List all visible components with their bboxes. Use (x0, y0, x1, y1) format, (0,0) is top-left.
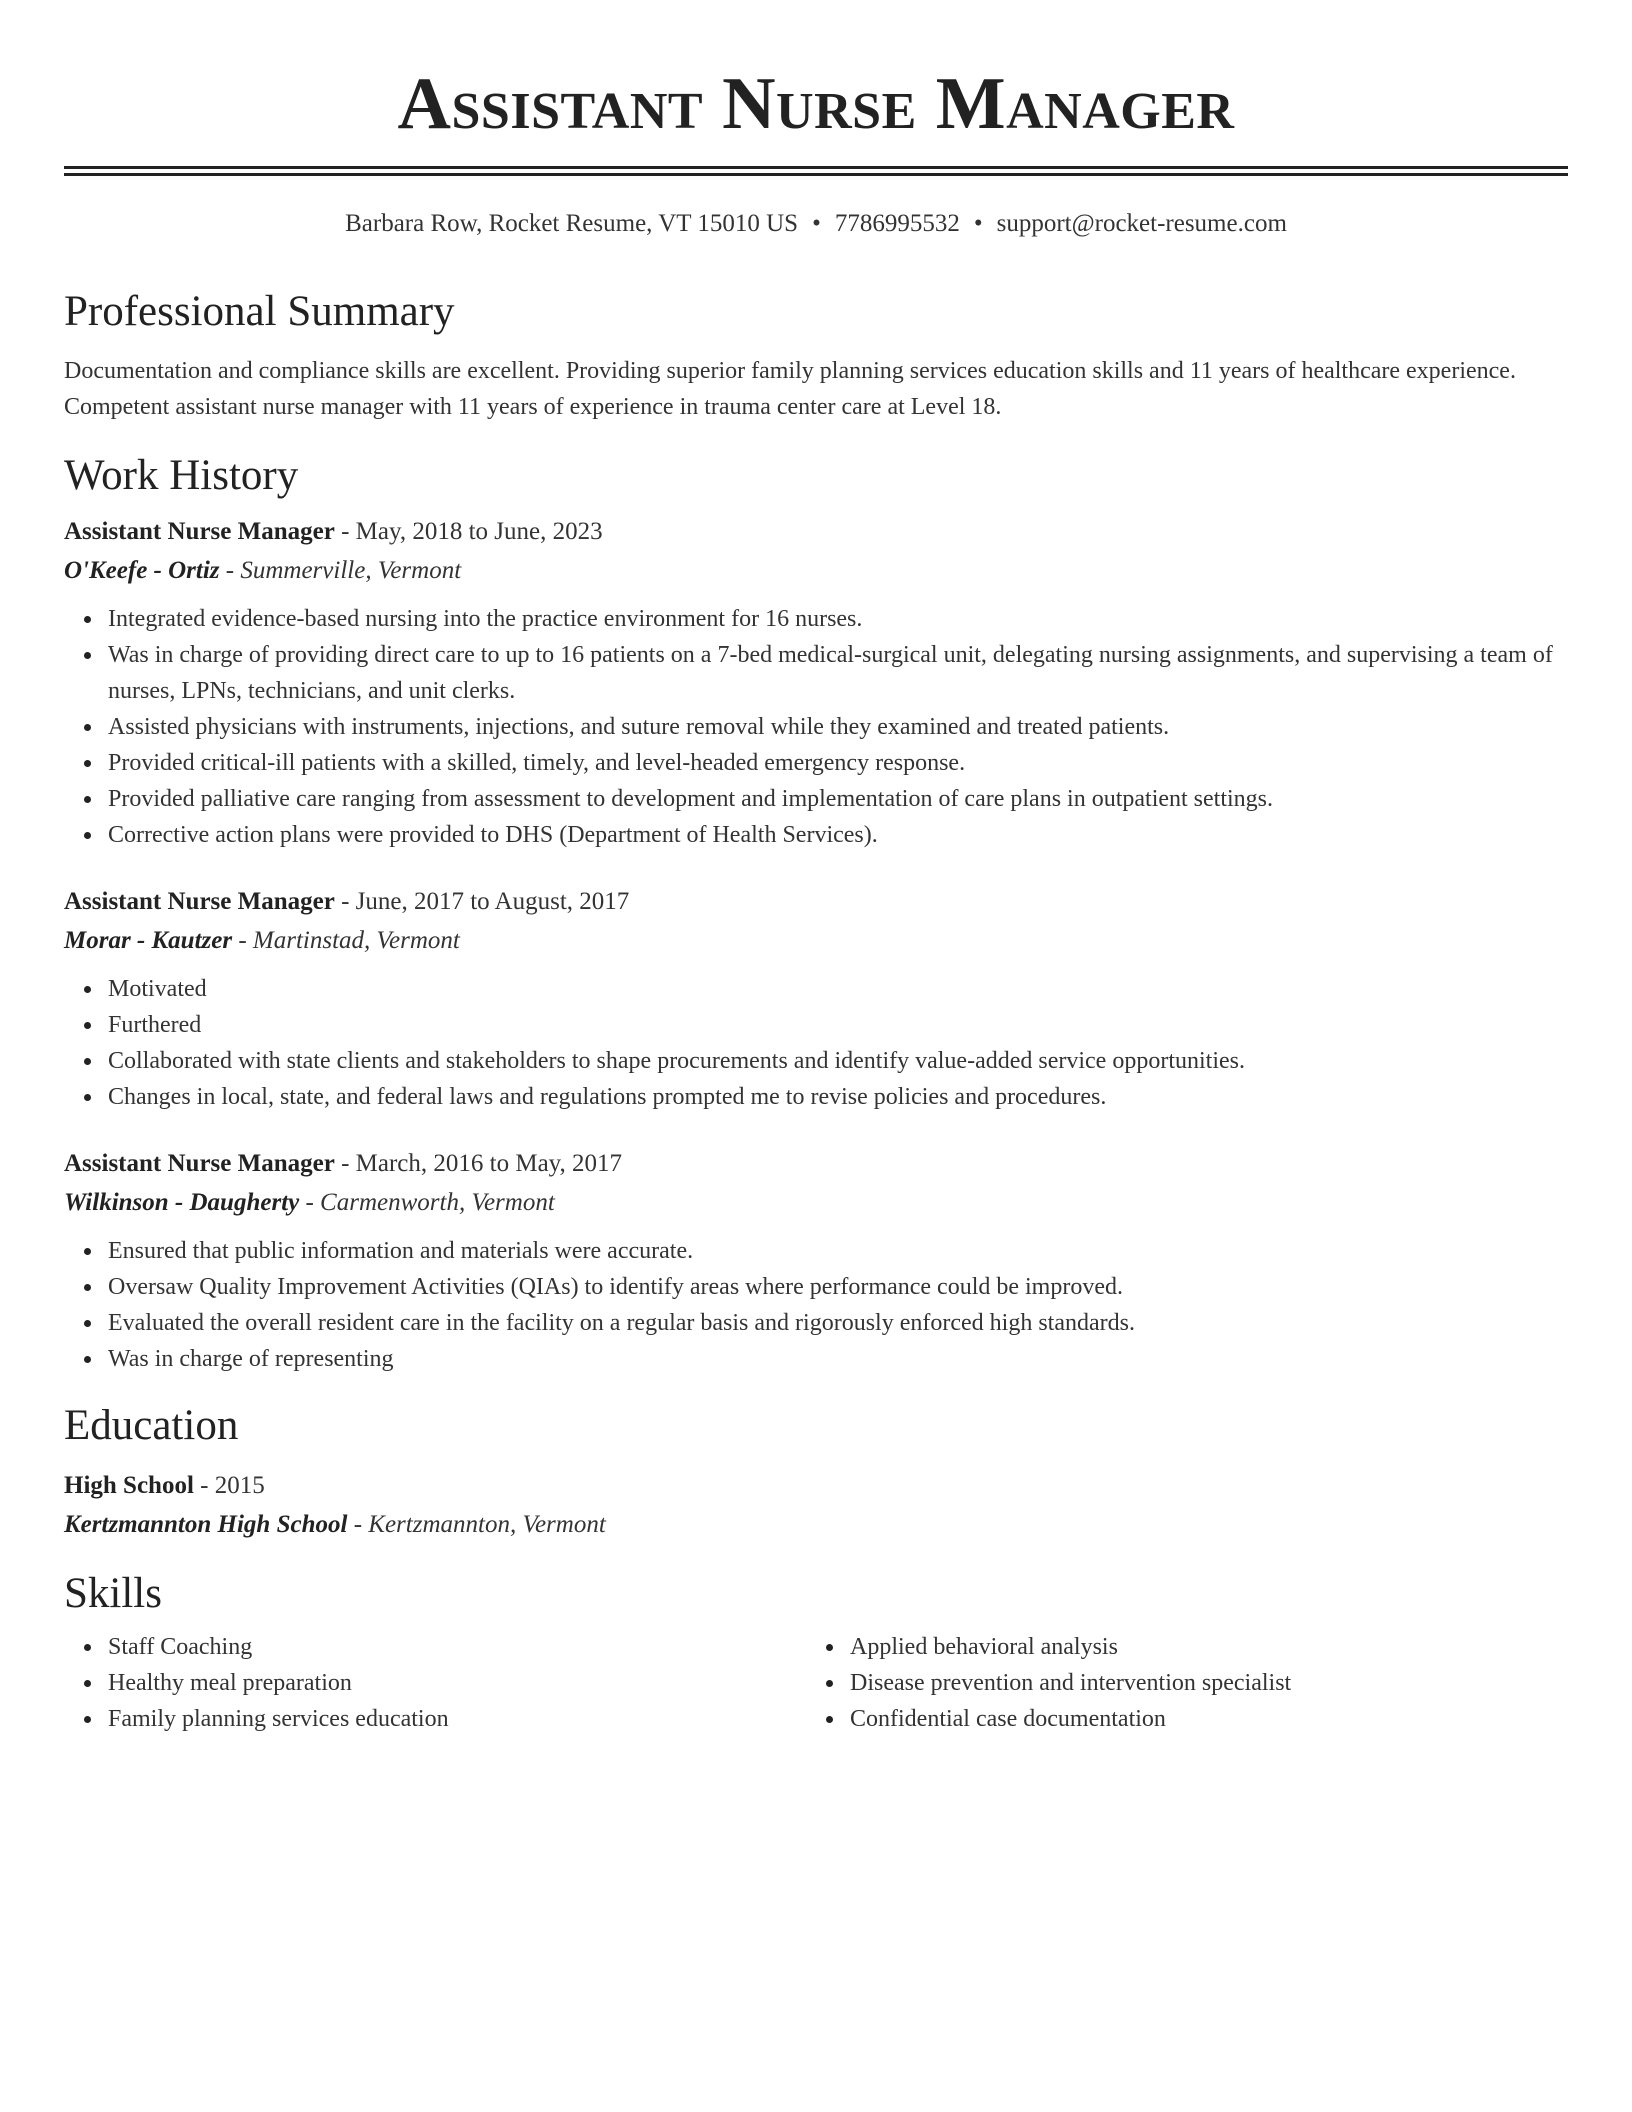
job-title-line (64, 883, 1568, 921)
job-bullets (64, 971, 1568, 1115)
education-school: Kertzmannton High School (64, 1511, 348, 1538)
skills-column-left (64, 1629, 806, 1737)
skills-grid (64, 1629, 1568, 1737)
job-bullet: Changes in local, state, and federal laws and regulations prompted me to revise policies and procedures. (108, 1079, 1568, 1115)
job-company: O'Keefe - Ortiz (64, 557, 220, 584)
job-bullet: Provided critical-ill patients with a skilled, timely, and level-headed emergency response. (108, 745, 1568, 781)
resume-page (64, 0, 1568, 1737)
skills-column-right (806, 1629, 1548, 1737)
contact-separator: • (973, 210, 983, 237)
education-degree: High School (64, 1472, 194, 1499)
skill-item: Confidential case documentation (850, 1701, 1548, 1737)
summary-heading: Professional Summary (64, 288, 455, 335)
skills-list (806, 1629, 1548, 1737)
resume-title: Assistant Nurse Manager (397, 63, 1235, 145)
job-company-line (64, 1183, 1568, 1223)
skills-list (64, 1629, 806, 1737)
skill-item: Staff Coaching (108, 1629, 806, 1665)
skill-item: Disease prevention and intervention specialist (850, 1665, 1548, 1701)
job-bullet: Motivated (108, 971, 1568, 1007)
job-bullets (64, 601, 1568, 853)
job-bullet: Evaluated the overall resident care in the facility on a regular basis and rigorously enforced high standards. (108, 1305, 1568, 1341)
job-dates: - June, 2017 to August, 2017 (334, 888, 630, 915)
job-location: - Summerville, Vermont (219, 557, 462, 584)
job-bullet: Was in charge of providing direct care to up to 16 patients on a 7-bed medical-surgical unit, delegating nursing assignments, and supervising a team of nurses, LPNs, technicians, and unit clerks. (108, 637, 1568, 709)
job-dates: - May, 2018 to June, 2023 (334, 518, 603, 545)
job-location: - Carmenworth, Vermont (299, 1189, 555, 1216)
job-bullet: Oversaw Quality Improvement Activities (QIAs) to identify areas where performance could be improved. (108, 1269, 1568, 1305)
contact-line (64, 208, 1568, 240)
job-bullet: Assisted physicians with instruments, injections, and suture removal while they examined and treated patients. (108, 709, 1568, 745)
job-company-line (64, 551, 1568, 591)
job-bullet: Collaborated with state clients and stakeholders to shape procurements and identify value-added service opportunities. (108, 1043, 1568, 1079)
job-bullet: Was in charge of representing (108, 1341, 1568, 1377)
job-title: Assistant Nurse Manager (64, 518, 335, 545)
job-title-line (64, 1145, 1568, 1183)
job-entry (64, 1145, 1568, 1377)
education-location: - Kertzmannton, Vermont (347, 1511, 606, 1538)
job-company: Morar - Kautzer (64, 927, 233, 954)
title-divider (64, 166, 1568, 176)
job-title: Assistant Nurse Manager (64, 888, 335, 915)
job-title-line (64, 513, 1568, 551)
job-location: - Martinstad, Vermont (232, 927, 460, 954)
job-title: Assistant Nurse Manager (64, 1150, 335, 1177)
skill-item: Applied behavioral analysis (850, 1629, 1548, 1665)
education-entry (64, 1467, 1568, 1545)
contact-phone: 7786995532 (834, 210, 960, 237)
work-history-heading: Work History (64, 452, 299, 499)
job-dates: - March, 2016 to May, 2017 (334, 1150, 623, 1177)
contact-separator: • (812, 210, 821, 237)
job-company: Wilkinson - Daugherty (64, 1189, 300, 1216)
job-bullet: Furthered (108, 1007, 1568, 1043)
education-year: - 2015 (193, 1472, 265, 1499)
contact-address: Barbara Row, Rocket Resume, VT 15010 US (345, 210, 799, 237)
job-company-line (64, 921, 1568, 961)
job-entry (64, 883, 1568, 1115)
education-school-line (64, 1505, 1568, 1545)
job-bullet: Ensured that public information and materials were accurate. (108, 1233, 1568, 1269)
job-bullet: Integrated evidence-based nursing into the practice environment for 16 nurses. (108, 601, 1568, 637)
skill-item: Family planning services education (108, 1701, 806, 1737)
summary-text: Documentation and compliance skills are excellent. Providing superior family planning services education skills and 11 years of healthcare experience. Competent assistant nurse manager with 11 years of experience in trauma center care at Level 18. (64, 358, 1516, 420)
job-entry (64, 513, 1568, 853)
skill-item: Healthy meal preparation (108, 1665, 806, 1701)
job-bullet: Provided palliative care ranging from assessment to development and implementation of care plans in outpatient settings. (108, 781, 1568, 817)
job-bullet: Corrective action plans were provided to DHS (Department of Health Services). (108, 817, 1568, 853)
skills-heading: Skills (64, 1570, 162, 1617)
education-heading: Education (64, 1402, 239, 1449)
job-bullets (64, 1233, 1568, 1377)
education-degree-line (64, 1467, 1568, 1505)
contact-email: support@rocket-resume.com (996, 210, 1287, 237)
